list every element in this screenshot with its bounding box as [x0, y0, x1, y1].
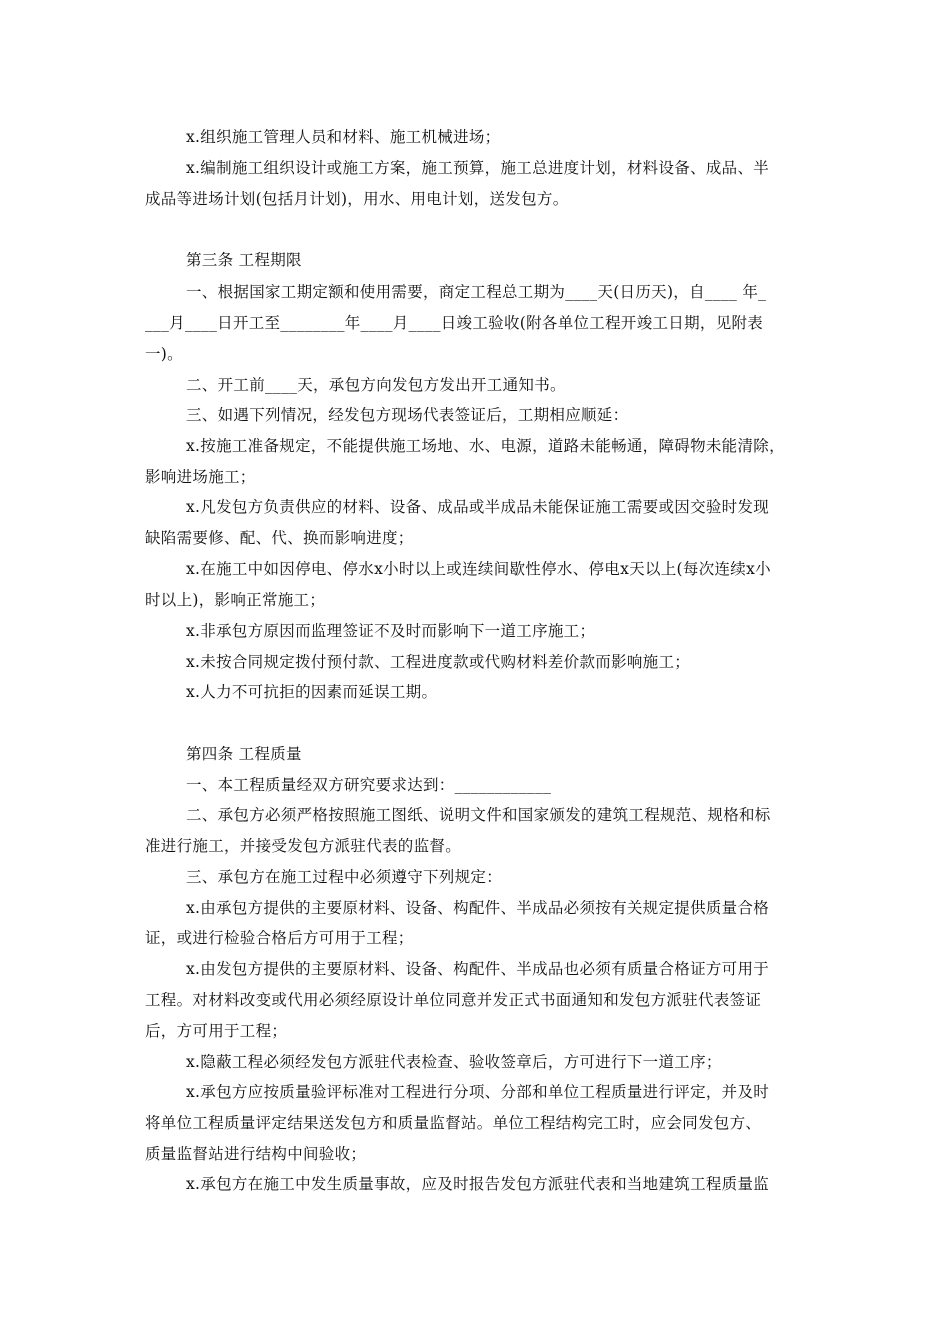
text-line: 质量监督站进行结构中间验收；	[145, 1145, 367, 1163]
text-line: 影响进场施工；	[145, 468, 256, 486]
text-line: 二、开工前____天，承包方向发包方发出开工通知书。	[186, 376, 566, 394]
text-line: 二、承包方必须严格按照施工图纸、说明文件和国家颁发的建筑工程规范、规格和标	[186, 806, 771, 824]
text-line: ___月____日开工至________年____月____日竣工验收(附各单位工程开竣工日期，见附表	[145, 314, 764, 332]
text-line: x.凡发包方负责供应的材料、设备、成品或半成品未能保证施工需要或因交验时发现	[186, 498, 770, 516]
text-line: 将单位工程质量评定结果送发包方和质量监督站。单位工程结构完工时，应会同发包方、	[145, 1114, 762, 1132]
text-line: 后，方可用于工程；	[145, 1022, 288, 1040]
text-line: 准进行施工，并接受发包方派驻代表的监督。	[145, 837, 462, 855]
text-line: 一)。	[145, 345, 183, 363]
text-line: x.人力不可抗拒的因素而延误工期。	[186, 683, 438, 701]
text-line: 工程。对材料改变或代用必须经原设计单位同意并发正式书面通知和发包方派驻代表签证	[145, 991, 762, 1009]
text-line: x.承包方应按质量验评标准对工程进行分项、分部和单位工程质量进行评定，并及时	[186, 1083, 770, 1101]
text-line: x.在施工中如因停电、停水x小时以上或连续间歇性停水、停电x天以上(每次连续x小	[186, 560, 771, 578]
text-line: x.由发包方提供的主要原材料、设备、构配件、半成品也必须有质量合格证方可用于	[186, 960, 770, 978]
text-line: x.承包方在施工中发生质量事故，应及时报告发包方派驻代表和当地建筑工程质量监	[186, 1175, 770, 1193]
text-line: 成品等进场计划(包括月计划)，用水、用电计划，送发包方。	[145, 190, 569, 208]
text-line: 三、如遇下列情况，经发包方现场代表签证后，工期相应顺延：	[186, 406, 629, 424]
text-line: 缺陷需要修、配、代、换而影响进度；	[145, 529, 414, 547]
section-heading: 第四条 工程质量	[186, 745, 302, 763]
text-line: 一、根据国家工期定额和使用需要，商定工程总工期为____天(日历天)，自____ 年_	[186, 283, 767, 301]
text-line: 一、本工程质量经双方研究要求达到：____________	[186, 776, 552, 794]
text-line: x.隐蔽工程必须经发包方派驻代表检查、验收签章后，方可进行下一道工序；	[186, 1053, 722, 1071]
text-line: 三、承包方在施工过程中必须遵守下列规定：	[186, 868, 503, 886]
text-line: x.未按合同规定拨付预付款、工程进度款或代购材料差价款而影响施工；	[186, 653, 691, 671]
text-line: x.非承包方原因而监理签证不及时而影响下一道工序施工；	[186, 622, 596, 640]
text-line: x.编制施工组织设计或施工方案，施工预算，施工总进度计划，材料设备、成品、半	[186, 159, 770, 177]
text-line: x.由承包方提供的主要原材料、设备、构配件、半成品必须按有关规定提供质量合格	[186, 899, 770, 917]
text-line: x.组织施工管理人员和材料、施工机械进场；	[186, 128, 501, 146]
text-line: 时以上)，影响正常施工；	[145, 591, 326, 609]
text-line: 证，或进行检验合格后方可用于工程；	[145, 929, 414, 947]
section-heading: 第三条 工程期限	[186, 251, 302, 269]
text-line: x.按施工准备规定，不能提供施工场地、水、电源，道路未能畅通，障碍物未能清除，	[186, 437, 785, 455]
